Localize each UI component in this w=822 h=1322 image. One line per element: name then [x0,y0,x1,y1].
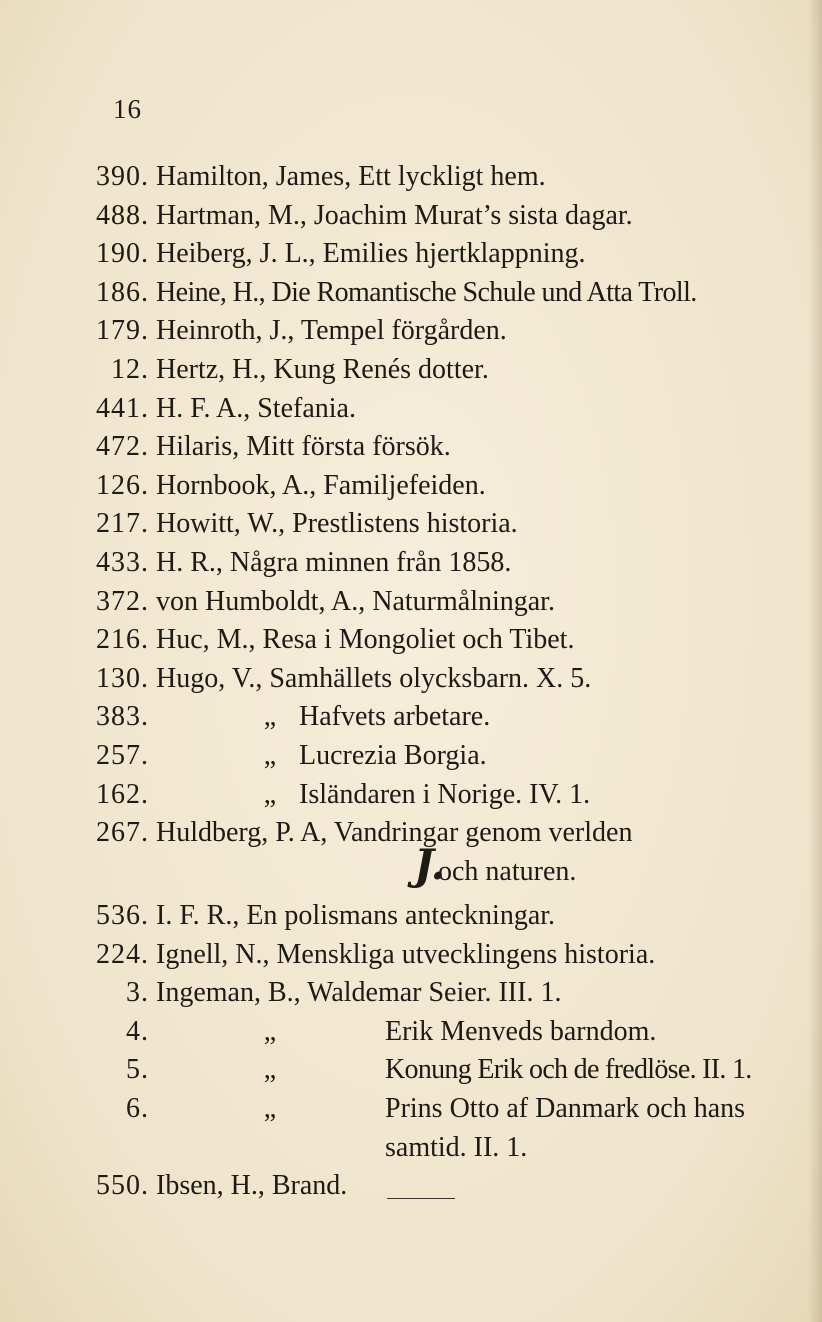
catalog-entry [72,505,802,544]
catalog-entry [72,1090,802,1129]
entry-number: 190. [96,238,149,270]
catalog-entry [72,351,802,390]
entry-text: Hilaris, Mitt första försök. [156,431,451,463]
entry-text: Heine, H., Die Romantische Schule und Atta Troll. [156,276,697,308]
catalog-entry [72,974,802,1013]
entry-text: H. R., Några minnen från 1858. [156,546,512,578]
entry-number: 472. [96,431,149,463]
entry-number: 130. [96,662,149,694]
entry-number: 433. [96,546,149,578]
entry-number: 126. [96,469,149,501]
catalog-list-h [72,158,802,891]
catalog-entry [72,158,802,197]
entry-text: Ignell, N., Menskliga utvecklingens historia. [156,938,656,970]
entry-number: 267. [96,817,149,849]
entry-text: Hafvets arbetare. [299,701,491,733]
catalog-entry [72,698,802,737]
ditto-mark: „ [263,1015,277,1047]
catalog-entry [72,390,802,429]
entry-number: 12. [111,353,149,385]
ditto-mark: „ [263,778,277,810]
entry-text: Erik Menveds barndom. [385,1015,657,1047]
catalog-entry [72,544,802,583]
entry-text: Hartman, M., Joachim Murat’s sista dagar. [156,199,633,231]
catalog-entry [72,312,802,351]
entry-text: H. F. A., Stefania. [156,392,356,424]
entry-text: Howitt, W., Prestlistens historia. [156,508,518,540]
catalog-entry [72,428,802,467]
catalog-entry [72,936,802,975]
catalog-entry [72,660,802,699]
entry-number: 550. [96,1170,149,1202]
entry-text: Isländaren i Norige. IV. 1. [299,778,591,810]
entry-text: Lucrezia Borgia. [299,739,487,771]
catalog-entry [72,197,802,236]
entry-text: Hugo, V., Samhällets olycksbarn. X. 5. [156,662,592,694]
entry-number: 390. [96,161,149,192]
entry-text: von Humboldt, A., Naturmålningar. [156,585,555,617]
page-number: 16 [113,94,142,124]
entry-text: Hornbook, A., Familjefeiden. [156,469,486,501]
catalog-entry [72,1051,802,1090]
entry-number: 224. [96,938,149,970]
catalog-list-i [72,897,802,1206]
catalog-entry [72,737,802,776]
page-edge-shadow [808,0,822,1322]
ditto-mark: „ [263,739,277,771]
entry-number: 536. [96,900,149,931]
entry-text: Ingeman, B., Waldemar Seier. III. 1. [156,977,562,1009]
entry-number: 186. [96,276,149,308]
entry-text: Heinroth, J., Tempel förgården. [156,315,507,347]
entry-number: 179. [96,315,149,347]
catalog-entry [72,897,802,936]
entry-number: 488. [96,199,149,231]
entry-text: Ibsen, H., Brand. [156,1170,348,1202]
entry-text: Hertz, H., Kung Renés dotter. [156,353,489,385]
ditto-mark: „ [263,701,277,733]
catalog-entry [72,621,802,660]
entry-text: Heiberg, J. L., Emilies hjertklappning. [156,238,586,270]
entry-number: 217. [96,508,149,540]
catalog-entry [72,235,802,274]
entry-text: Huc, M., Resa i Mongoliet och Tibet. [156,624,575,656]
entry-number: 3. [126,977,149,1009]
entry-text: Hamilton, James, Ett lyckligt hem. [156,161,546,192]
entry-text: Konung Erik och de fredlöse. II. 1. [385,1054,752,1086]
end-rule [387,1198,455,1199]
ditto-mark: „ [263,1092,277,1124]
catalog-entry [72,776,802,815]
entry-number: 383. [96,701,149,733]
entry-text: Prins Otto af Danmark och hans [385,1092,746,1124]
entry-number: 372. [96,585,149,617]
entry-number: 4. [126,1015,149,1047]
entry-number: 6. [126,1092,149,1124]
catalog-entry [72,583,802,622]
section-letter: J. [414,840,446,889]
entry-number: 5. [126,1054,149,1086]
catalog-entry [72,274,802,313]
entry-number: 257. [96,739,149,771]
entry-number: 216. [96,624,149,656]
ditto-mark: „ [263,1054,277,1086]
catalog-entry [72,1167,802,1206]
entry-text: Huldberg, P. A, Vandringar genom verlden [156,817,633,849]
catalog-entry-continuation [72,1129,802,1168]
entry-text: I. F. R., En polismans anteckningar. [156,900,556,931]
entry-continuation: samtid. II. 1. [385,1131,528,1163]
entry-number: 441. [96,392,149,424]
catalog-entry [72,467,802,506]
entry-number: 162. [96,778,149,810]
catalog-entry [72,1013,802,1052]
entry-continuation: och naturen. [438,855,577,887]
